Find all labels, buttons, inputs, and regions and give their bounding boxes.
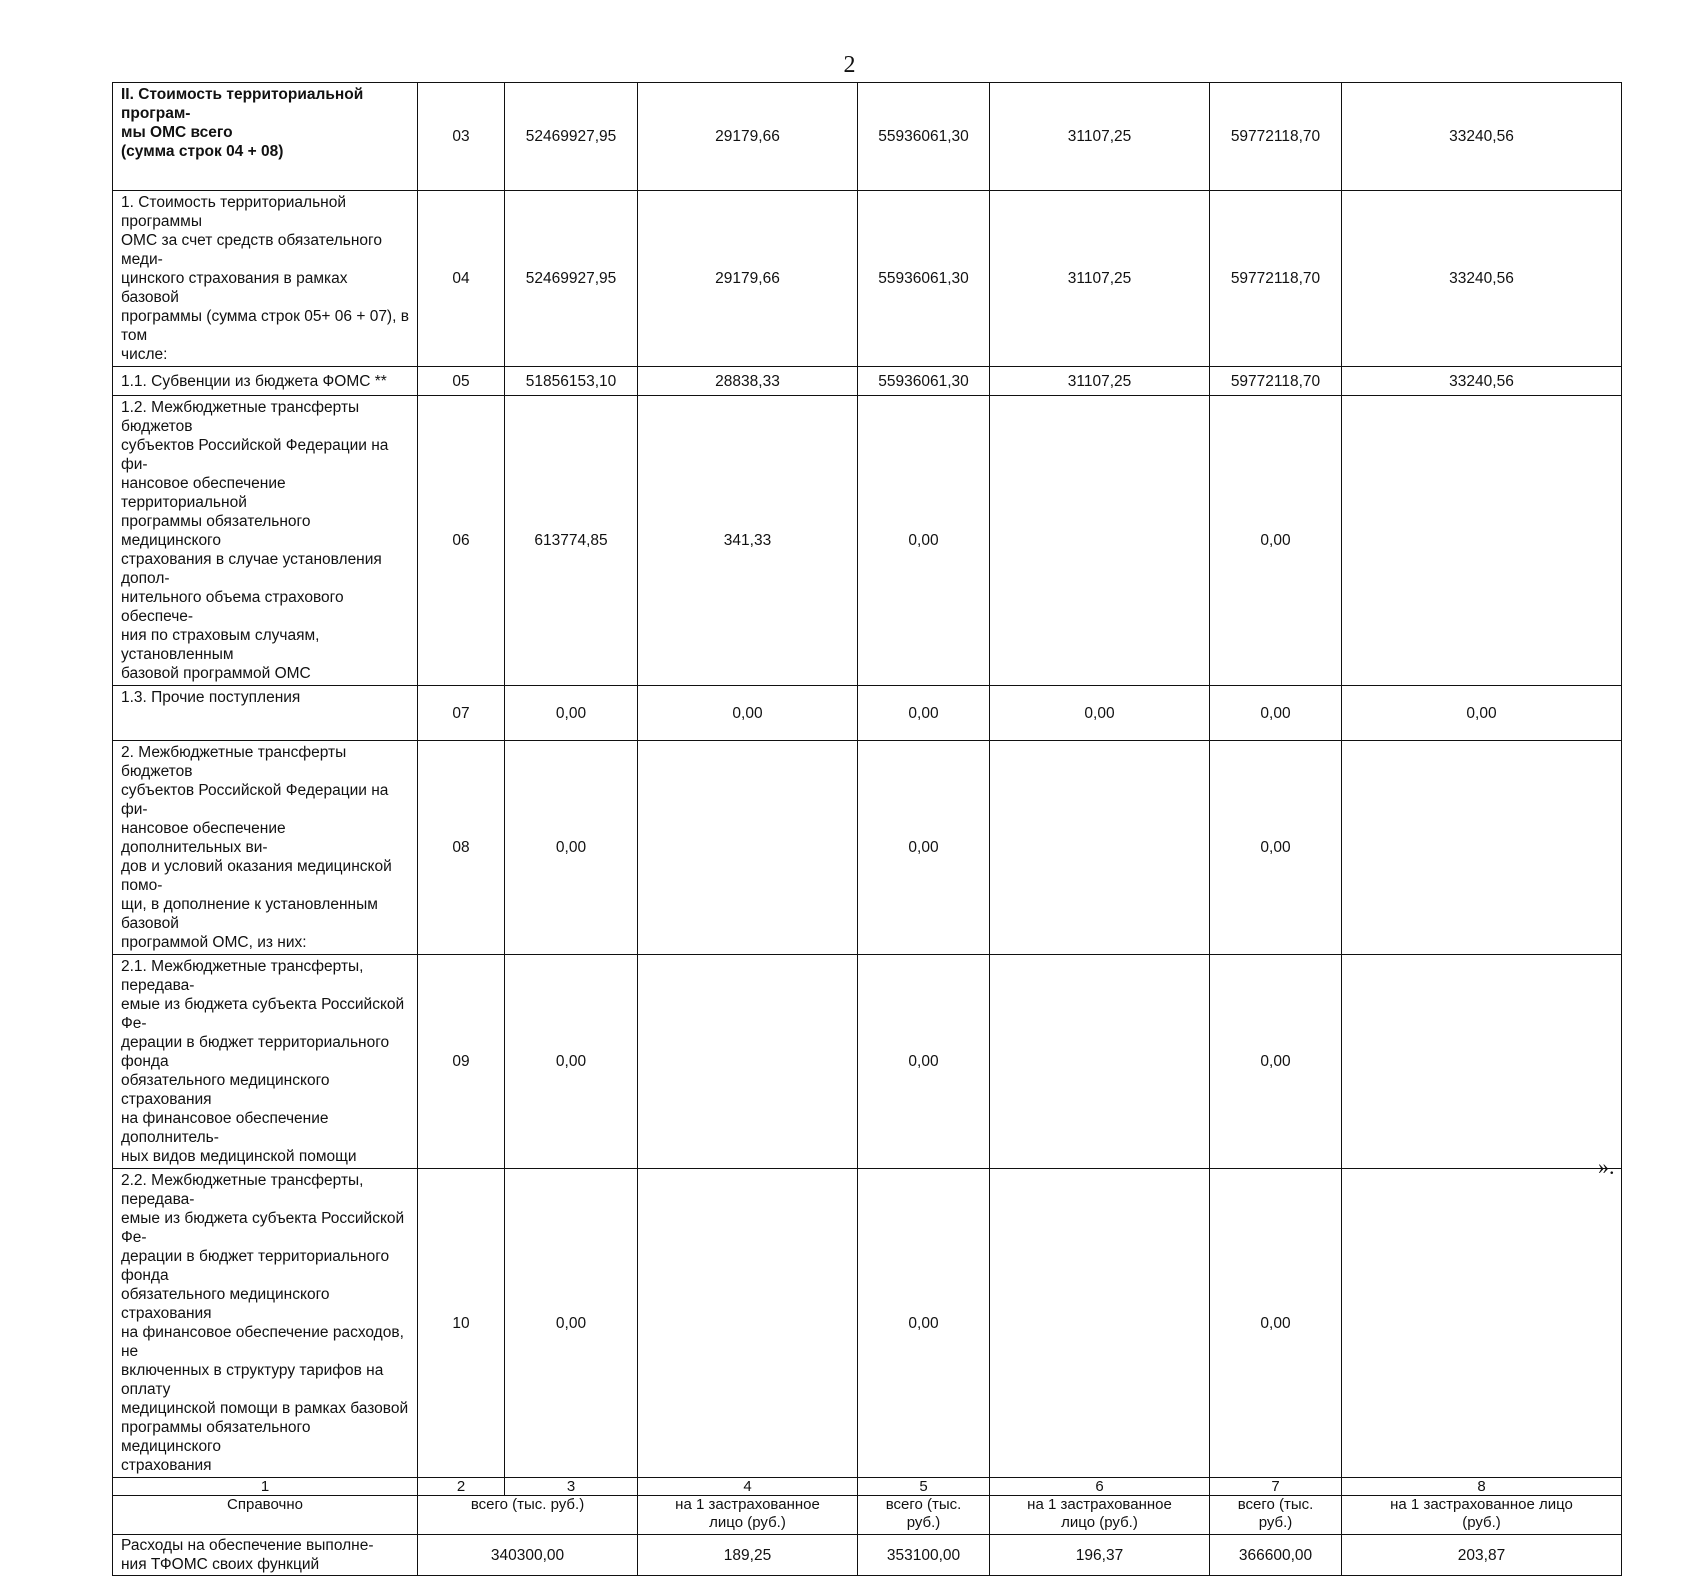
table-row xyxy=(113,741,1622,955)
row-label: 1.1. Субвенции из бюджета ФОМС ** xyxy=(113,367,418,396)
cell-total-2: 55936061,30 xyxy=(858,367,990,396)
cell-total-1: 51856153,10 xyxy=(505,367,638,396)
row-code: 08 xyxy=(418,741,505,955)
column-number: 2 xyxy=(418,1478,505,1496)
cell-total-2: 0,00 xyxy=(858,955,990,1169)
row-label: 1.3. Прочие поступления xyxy=(113,686,418,741)
reference-total-2: всего (тыс. руб.) xyxy=(858,1496,990,1535)
cell-total-2: 55936061,30 xyxy=(858,83,990,191)
column-number: 3 xyxy=(505,1478,638,1496)
program-cost-table xyxy=(112,82,1622,1576)
table-row xyxy=(113,1169,1622,1478)
row-code: 05 xyxy=(418,367,505,396)
cell-total-1: 0,00 xyxy=(505,741,638,955)
cell-per-person-2 xyxy=(990,741,1210,955)
row-code: 09 xyxy=(418,955,505,1169)
reference-total-3: всего (тыс. руб.) xyxy=(1210,1496,1342,1535)
cell-per-person-3: 33240,56 xyxy=(1342,191,1622,367)
cell-total-2: 0,00 xyxy=(858,396,990,686)
reference-label: Справочно xyxy=(113,1496,418,1535)
cell-per-person-1 xyxy=(638,1169,858,1478)
table-row xyxy=(113,367,1622,396)
closing-quote-mark: ». xyxy=(1598,1154,1615,1179)
cell-total-2: 0,00 xyxy=(858,686,990,741)
cell-per-person-2: 0,00 xyxy=(990,686,1210,741)
reference-header-row xyxy=(113,1496,1622,1535)
cell-total-3: 0,00 xyxy=(1210,1169,1342,1478)
cell-per-person-3: 0,00 xyxy=(1342,686,1622,741)
cell-total-2: 0,00 xyxy=(858,1169,990,1478)
expenses-row xyxy=(113,1535,1622,1576)
expenses-per-person-3: 203,87 xyxy=(1342,1535,1622,1576)
cell-total-1: 52469927,95 xyxy=(505,83,638,191)
cell-per-person-2 xyxy=(990,1169,1210,1478)
column-number: 8 xyxy=(1342,1478,1622,1496)
cell-total-1: 0,00 xyxy=(505,686,638,741)
column-number: 7 xyxy=(1210,1478,1342,1496)
cell-per-person-1: 29179,66 xyxy=(638,83,858,191)
cell-per-person-2 xyxy=(990,396,1210,686)
cell-total-1: 613774,85 xyxy=(505,396,638,686)
table-row xyxy=(113,396,1622,686)
cell-total-1: 52469927,95 xyxy=(505,191,638,367)
page-number: 2 xyxy=(843,52,856,78)
row-code: 07 xyxy=(418,686,505,741)
cell-total-2: 55936061,30 xyxy=(858,191,990,367)
row-label: 2. Межбюджетные трансферты бюджетов субъектов Российской Федерации на фи- нансовое обеспечение дополнительных ви- дов и условий оказания медицинской помо- щи, в дополнение к установленным базовой программой ОМС, из них: xyxy=(113,741,418,955)
row-code: 10 xyxy=(418,1169,505,1478)
column-number-row xyxy=(113,1478,1622,1496)
cell-per-person-3 xyxy=(1342,955,1622,1169)
row-label: 2.2. Межбюджетные трансферты, передава- емые из бюджета субъекта Российской Фе- дерации в бюджет территориального фонда обязательного медицинского страхования на финансовое обеспечение расходов, не включенных в структуру тарифов на оплату медицинской помощи в рамках базовой программы обязательного медицинского страхования xyxy=(113,1169,418,1478)
column-number: 5 xyxy=(858,1478,990,1496)
cell-per-person-3 xyxy=(1342,396,1622,686)
column-number: 4 xyxy=(638,1478,858,1496)
cell-total-3: 0,00 xyxy=(1210,955,1342,1169)
table-row xyxy=(113,955,1622,1169)
row-code: 03 xyxy=(418,83,505,191)
cell-per-person-1: 341,33 xyxy=(638,396,858,686)
row-code: 06 xyxy=(418,396,505,686)
cell-total-2: 0,00 xyxy=(858,741,990,955)
row-code: 04 xyxy=(418,191,505,367)
row-label: 2.1. Межбюджетные трансферты, передава- емые из бюджета субъекта Российской Фе- дерации в бюджет территориального фонда обязательного медицинского страхования на финансовое обеспечение дополнитель- ных видов медицинской помощи xyxy=(113,955,418,1169)
cell-per-person-1: 28838,33 xyxy=(638,367,858,396)
cell-per-person-3 xyxy=(1342,1169,1622,1478)
column-number: 6 xyxy=(990,1478,1210,1496)
cell-total-3: 59772118,70 xyxy=(1210,83,1342,191)
cell-total-3: 59772118,70 xyxy=(1210,367,1342,396)
cell-per-person-1: 29179,66 xyxy=(638,191,858,367)
cell-total-3: 0,00 xyxy=(1210,396,1342,686)
cell-per-person-1 xyxy=(638,955,858,1169)
cell-total-1: 0,00 xyxy=(505,1169,638,1478)
cell-total-3: 59772118,70 xyxy=(1210,191,1342,367)
reference-total-1: всего (тыс. руб.) xyxy=(418,1496,638,1535)
cell-per-person-3: 33240,56 xyxy=(1342,83,1622,191)
cell-per-person-1 xyxy=(638,741,858,955)
column-number: 1 xyxy=(113,1478,418,1496)
cell-per-person-3 xyxy=(1342,741,1622,955)
expenses-per-person-2: 196,37 xyxy=(990,1535,1210,1576)
table-row xyxy=(113,83,1622,191)
row-label: II. Стоимость территориальной програм- мы ОМС всего (сумма строк 04 + 08) xyxy=(113,83,418,191)
expenses-total-2: 353100,00 xyxy=(858,1535,990,1576)
expenses-total-1: 340300,00 xyxy=(418,1535,638,1576)
reference-per-person-3: на 1 застрахованное лицо (руб.) xyxy=(1342,1496,1622,1535)
cell-total-3: 0,00 xyxy=(1210,686,1342,741)
table-row xyxy=(113,191,1622,367)
cell-per-person-1: 0,00 xyxy=(638,686,858,741)
cell-per-person-2: 31107,25 xyxy=(990,83,1210,191)
row-label: 1. Стоимость территориальной программы ОМС за счет средств обязательного меди- цинского страхования в рамках базовой программы (сумма строк 05+ 06 + 07), в том числе: xyxy=(113,191,418,367)
reference-per-person-2: на 1 застрахованное лицо (руб.) xyxy=(990,1496,1210,1535)
reference-per-person-1: на 1 застрахованное лицо (руб.) xyxy=(638,1496,858,1535)
cell-per-person-2: 31107,25 xyxy=(990,367,1210,396)
row-label: 1.2. Межбюджетные трансферты бюджетов субъектов Российской Федерации на фи- нансовое обеспечение территориальной программы обязательного медицинского страхования в случае установления допол- нительного объема страхового обеспече- ния по страховым случаям, установленным базовой программой ОМС xyxy=(113,396,418,686)
expenses-total-3: 366600,00 xyxy=(1210,1535,1342,1576)
expenses-label: Расходы на обеспечение выполне- ния ТФОМС своих функций xyxy=(113,1535,418,1576)
cell-total-3: 0,00 xyxy=(1210,741,1342,955)
cell-per-person-2: 31107,25 xyxy=(990,191,1210,367)
cell-per-person-3: 33240,56 xyxy=(1342,367,1622,396)
cell-total-1: 0,00 xyxy=(505,955,638,1169)
expenses-per-person-1: 189,25 xyxy=(638,1535,858,1576)
cell-per-person-2 xyxy=(990,955,1210,1169)
table-row xyxy=(113,686,1622,741)
